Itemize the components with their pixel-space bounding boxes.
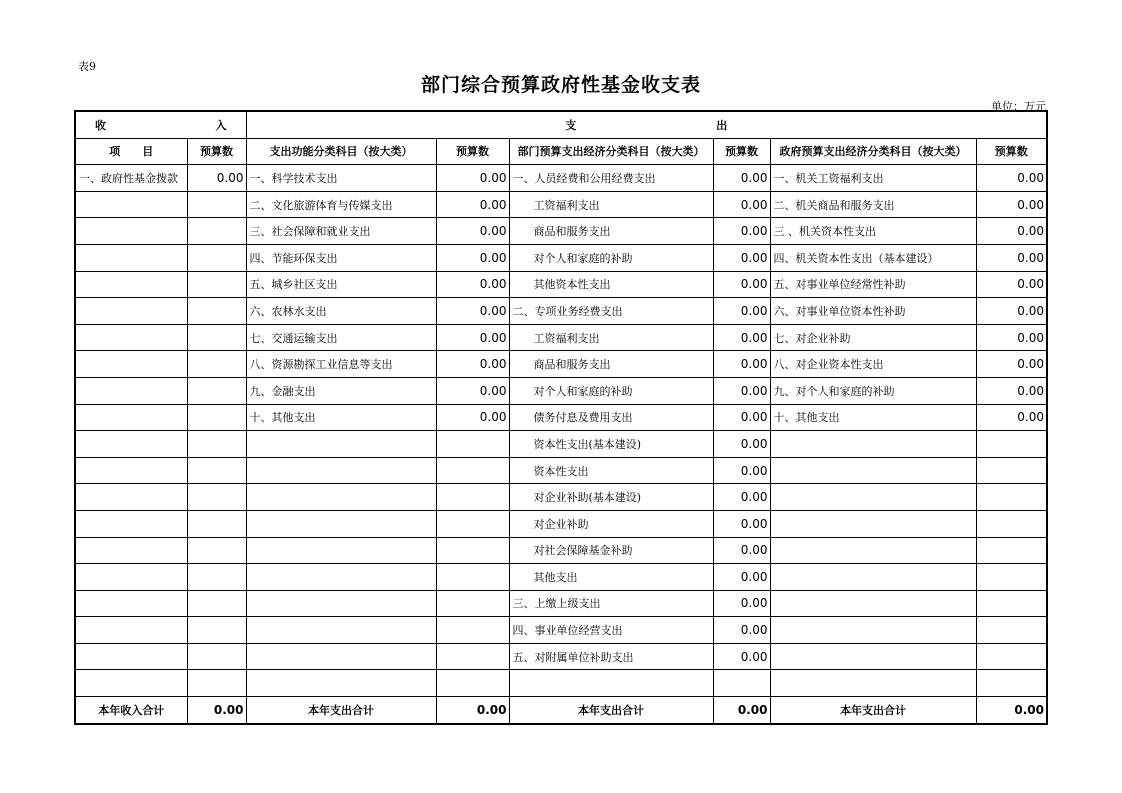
table-row: [75, 431, 1047, 458]
func-item-cell: 九、金融支出: [246, 377, 436, 404]
col-header-dept-amount: 预算数: [713, 138, 770, 165]
func-item-cell: [246, 590, 436, 617]
func-item-cell: 八、资源勘探工业信息等支出: [246, 351, 436, 378]
func-item-cell: 十、其他支出: [246, 404, 436, 431]
income-amount-cell: [187, 377, 246, 404]
dept-item-cell: 五、对附属单位补助支出: [509, 643, 713, 670]
dept-amount-cell: 0.00: [713, 165, 770, 192]
income-item-cell: [75, 510, 187, 537]
func-amount-cell: 0.00: [436, 191, 509, 218]
income-amount-cell: [187, 457, 246, 484]
gov-item-cell: [770, 564, 976, 591]
gov-amount-cell: [976, 510, 1047, 537]
table-row: [75, 643, 1047, 670]
gov-item-cell: 一、机关工资福利支出: [770, 165, 976, 192]
gov-item-cell: [770, 643, 976, 670]
total-gov-amount: 0.00: [976, 697, 1047, 724]
gov-item-cell: [770, 537, 976, 564]
func-amount-cell: [436, 643, 509, 670]
income-amount-cell: [187, 244, 246, 271]
func-amount-cell: [436, 431, 509, 458]
gov-item-cell: [770, 617, 976, 644]
income-amount-cell: [187, 191, 246, 218]
col-header-income-amount: 预算数: [187, 138, 246, 165]
dept-amount-cell: 0.00: [713, 484, 770, 511]
income-item-cell: [75, 590, 187, 617]
func-item-cell: 七、交通运输支出: [246, 324, 436, 351]
income-item-cell: [75, 298, 187, 325]
dept-amount-cell: 0.00: [713, 457, 770, 484]
gov-amount-cell: [976, 537, 1047, 564]
gov-item-cell: 四、机关资本性支出（基本建设）: [770, 244, 976, 271]
gov-item-cell: 七、对企业补助: [770, 324, 976, 351]
func-item-cell: 六、农林水支出: [246, 298, 436, 325]
total-income-label: 本年收入合计: [75, 697, 187, 724]
gov-amount-cell: 0.00: [976, 191, 1047, 218]
func-amount-cell: 0.00: [436, 244, 509, 271]
dept-item-cell: 商品和服务支出: [509, 218, 713, 245]
dept-amount-cell: 0.00: [713, 431, 770, 458]
func-amount-cell: [436, 484, 509, 511]
income-amount-cell: [187, 218, 246, 245]
income-item-cell: [75, 377, 187, 404]
dept-amount-cell: 0.00: [713, 510, 770, 537]
dept-item-cell: 对个人和家庭的补助: [509, 244, 713, 271]
income-amount-cell: [187, 298, 246, 325]
dept-item-cell: 对企业补助: [509, 510, 713, 537]
col-header-dept-item: 部门预算支出经济分类科目（按大类）: [509, 138, 713, 165]
func-item-cell: [246, 431, 436, 458]
func-amount-cell: 0.00: [436, 351, 509, 378]
gov-item-cell: [770, 484, 976, 511]
gov-amount-cell: [976, 484, 1047, 511]
gov-amount-cell: 0.00: [976, 244, 1047, 271]
col-header-func-amount: 预算数: [436, 138, 509, 165]
func-item-cell: [246, 510, 436, 537]
income-amount-cell: [187, 324, 246, 351]
func-amount-cell: 0.00: [436, 324, 509, 351]
dept-amount-cell: 0.00: [713, 271, 770, 298]
gov-item-cell: 三 、机关资本性支出: [770, 218, 976, 245]
dept-amount-cell: 0.00: [713, 377, 770, 404]
dept-item-cell: [509, 670, 713, 697]
table-row: [75, 165, 1047, 192]
table-row: [75, 457, 1047, 484]
income-amount-cell: [187, 271, 246, 298]
col-header-income-item: 项 目: [75, 138, 187, 165]
expense-right-char: 出: [716, 118, 728, 132]
income-amount-cell: [187, 537, 246, 564]
func-amount-cell: 0.00: [436, 271, 509, 298]
func-item-cell: 五、城乡社区支出: [246, 271, 436, 298]
dept-amount-cell: 0.00: [713, 617, 770, 644]
income-item-cell: [75, 324, 187, 351]
income-item-cell: [75, 457, 187, 484]
dept-amount-cell: 0.00: [713, 404, 770, 431]
income-item-cell: [75, 191, 187, 218]
gov-amount-cell: 0.00: [976, 404, 1047, 431]
dept-amount-cell: 0.00: [713, 537, 770, 564]
income-item-cell: [75, 537, 187, 564]
dept-amount-cell: 0.00: [713, 351, 770, 378]
income-item-cell: [75, 564, 187, 591]
col-header-gov-amount: 预算数: [976, 138, 1047, 165]
func-amount-cell: [436, 537, 509, 564]
expense-section-header: [246, 111, 1047, 138]
table-row: [75, 191, 1047, 218]
gov-amount-cell: [976, 643, 1047, 670]
income-item-cell: 一、政府性基金拨款: [75, 165, 187, 192]
income-item-cell: [75, 271, 187, 298]
income-right-char: 入: [215, 118, 227, 132]
total-func-amount: 0.00: [436, 697, 509, 724]
income-item-cell: [75, 431, 187, 458]
income-amount-cell: [187, 617, 246, 644]
income-left-char: 收: [95, 118, 106, 132]
dept-item-cell: 对个人和家庭的补助: [509, 377, 713, 404]
income-amount-cell: [187, 510, 246, 537]
header-row-sections: [75, 111, 1047, 138]
table-row: [75, 244, 1047, 271]
dept-item-cell: 对企业补助(基本建设): [509, 484, 713, 511]
func-item-cell: [246, 617, 436, 644]
gov-amount-cell: [976, 431, 1047, 458]
dept-item-cell: 商品和服务支出: [509, 351, 713, 378]
table-row: [75, 484, 1047, 511]
income-item-cell: [75, 484, 187, 511]
income-item-cell: [75, 404, 187, 431]
table-row: [75, 510, 1047, 537]
func-item-cell: [246, 564, 436, 591]
income-item-cell: [75, 643, 187, 670]
table-number: 表9: [78, 60, 96, 73]
func-amount-cell: 0.00: [436, 404, 509, 431]
dept-amount-cell: 0.00: [713, 590, 770, 617]
gov-amount-cell: [976, 617, 1047, 644]
func-amount-cell: [436, 564, 509, 591]
dept-amount-cell: 0.00: [713, 218, 770, 245]
dept-item-cell: 资本性支出(基本建设): [509, 431, 713, 458]
gov-item-cell: [770, 670, 976, 697]
func-amount-cell: [436, 510, 509, 537]
func-amount-cell: [436, 457, 509, 484]
income-item-cell: [75, 218, 187, 245]
dept-item-cell: 二、专项业务经费支出: [509, 298, 713, 325]
header-row-columns: [75, 138, 1047, 165]
table-row: [75, 564, 1047, 591]
total-income-amount: 0.00: [187, 697, 246, 724]
table-row: [75, 670, 1047, 697]
table-row: [75, 377, 1047, 404]
table-row: [75, 590, 1047, 617]
func-item-cell: [246, 643, 436, 670]
dept-item-cell: 四、事业单位经营支出: [509, 617, 713, 644]
func-item-cell: [246, 537, 436, 564]
gov-item-cell: [770, 431, 976, 458]
gov-amount-cell: 0.00: [976, 324, 1047, 351]
income-item-cell: [75, 351, 187, 378]
page-title: 部门综合预算政府性基金收支表: [420, 74, 701, 96]
budget-table: [74, 110, 1048, 725]
col-header-func-item: 支出功能分类科目（按大类）: [246, 138, 436, 165]
expense-left-char: 支: [565, 118, 577, 132]
gov-amount-cell: 0.00: [976, 218, 1047, 245]
gov-item-cell: 五、对事业单位经常性补助: [770, 271, 976, 298]
gov-item-cell: 八、对企业资本性支出: [770, 351, 976, 378]
table-row: [75, 298, 1047, 325]
table-row: [75, 271, 1047, 298]
table-row: [75, 617, 1047, 644]
gov-item-cell: 二、机关商品和服务支出: [770, 191, 976, 218]
income-amount-cell: [187, 431, 246, 458]
unit-label: 单位：万元: [991, 100, 1046, 113]
func-amount-cell: 0.00: [436, 377, 509, 404]
income-item-cell: [75, 244, 187, 271]
dept-amount-cell: 0.00: [713, 324, 770, 351]
gov-item-cell: 九、对个人和家庭的补助: [770, 377, 976, 404]
total-gov-label: 本年支出合计: [770, 697, 976, 724]
gov-amount-cell: 0.00: [976, 377, 1047, 404]
gov-amount-cell: [976, 670, 1047, 697]
total-dept-amount: 0.00: [713, 697, 770, 724]
income-item-cell: [75, 670, 187, 697]
table-row: [75, 404, 1047, 431]
income-amount-cell: [187, 564, 246, 591]
income-amount-cell: [187, 351, 246, 378]
func-amount-cell: [436, 590, 509, 617]
func-item-cell: 三、社会保障和就业支出: [246, 218, 436, 245]
dept-amount-cell: 0.00: [713, 643, 770, 670]
table-row: [75, 218, 1047, 245]
table-row: [75, 351, 1047, 378]
dept-item-cell: 工资福利支出: [509, 191, 713, 218]
gov-amount-cell: [976, 564, 1047, 591]
gov-amount-cell: 0.00: [976, 165, 1047, 192]
func-amount-cell: 0.00: [436, 218, 509, 245]
dept-amount-cell: 0.00: [713, 244, 770, 271]
col-header-gov-item: 政府预算支出经济分类科目（按大类）: [770, 138, 976, 165]
gov-amount-cell: [976, 590, 1047, 617]
func-item-cell: 一、科学技术支出: [246, 165, 436, 192]
func-item-cell: [246, 484, 436, 511]
table-row: [75, 537, 1047, 564]
dept-item-cell: 三、上缴上级支出: [509, 590, 713, 617]
dept-item-cell: 其他资本性支出: [509, 271, 713, 298]
total-dept-label: 本年支出合计: [509, 697, 713, 724]
total-func-label: 本年支出合计: [246, 697, 436, 724]
gov-item-cell: [770, 510, 976, 537]
gov-item-cell: [770, 590, 976, 617]
func-item-cell: 四、节能环保支出: [246, 244, 436, 271]
dept-amount-cell: [713, 670, 770, 697]
func-item-cell: [246, 457, 436, 484]
func-amount-cell: [436, 617, 509, 644]
gov-item-cell: 六、对事业单位资本性补助: [770, 298, 976, 325]
income-amount-cell: [187, 590, 246, 617]
income-amount-cell: 0.00: [187, 165, 246, 192]
total-row: [75, 697, 1047, 724]
gov-item-cell: [770, 457, 976, 484]
func-amount-cell: 0.00: [436, 298, 509, 325]
income-item-cell: [75, 617, 187, 644]
income-amount-cell: [187, 670, 246, 697]
table-row: [75, 324, 1047, 351]
income-amount-cell: [187, 404, 246, 431]
dept-item-cell: 一、人员经费和公用经费支出: [509, 165, 713, 192]
dept-item-cell: 债务付息及费用支出: [509, 404, 713, 431]
dept-item-cell: 工资福利支出: [509, 324, 713, 351]
func-amount-cell: 0.00: [436, 165, 509, 192]
income-amount-cell: [187, 643, 246, 670]
dept-item-cell: 其他支出: [509, 564, 713, 591]
gov-amount-cell: 0.00: [976, 271, 1047, 298]
dept-amount-cell: 0.00: [713, 564, 770, 591]
dept-amount-cell: 0.00: [713, 191, 770, 218]
dept-item-cell: 对社会保障基金补助: [509, 537, 713, 564]
func-amount-cell: [436, 670, 509, 697]
dept-item-cell: 资本性支出: [509, 457, 713, 484]
income-amount-cell: [187, 484, 246, 511]
func-item-cell: 二、文化旅游体育与传媒支出: [246, 191, 436, 218]
func-item-cell: [246, 670, 436, 697]
gov-item-cell: 十、其他支出: [770, 404, 976, 431]
dept-amount-cell: 0.00: [713, 298, 770, 325]
gov-amount-cell: 0.00: [976, 351, 1047, 378]
gov-amount-cell: 0.00: [976, 298, 1047, 325]
gov-amount-cell: [976, 457, 1047, 484]
income-section-header: [75, 111, 246, 138]
